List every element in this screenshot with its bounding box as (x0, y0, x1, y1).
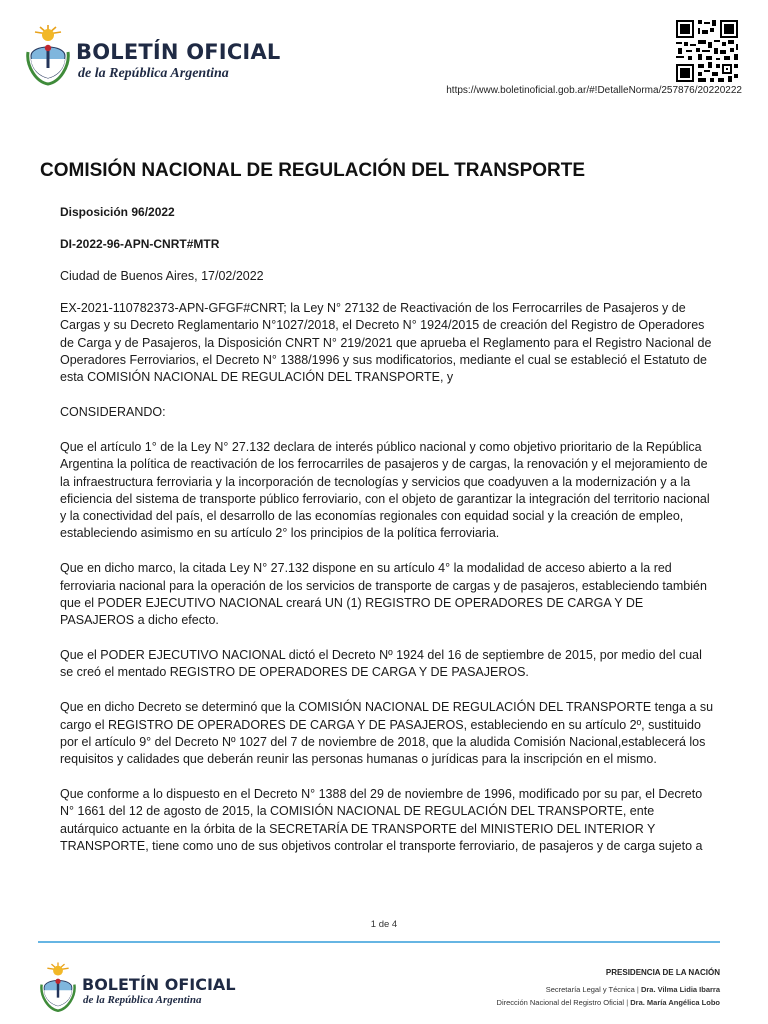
paragraph: Que el artículo 1° de la Ley N° 27.132 declara de interés público nacional y como objetivo prioritario de la República Argentina la política de reactivación de los ferrocarriles de pasajeros y de cargas, la renovación y el mejoramiento de la infraestructura ferroviaria y la incorporación de tecnologías y servicios que coadyuven a la modernización y a la eficiencia del sistema de transporte público ferroviario, con el objeto de garantizar la integración del territorio nacional y la conectividad del país, el desarrollo de las economías regionales con equidad social y la creación de empleo, estableciendo asimismo en su artículo 2° los principios de la política ferroviaria. (60, 439, 710, 541)
credit-separator: | (636, 985, 639, 994)
paragraph-considerando: CONSIDERANDO: (60, 405, 166, 420)
paragraph: EX-2021-110782373-APN-GFGF#CNRT; la Ley N° 27132 de Reactivación de los Ferrocarriles de Pasajeros y de Cargas y su Decreto Reglamentario N°1027/2018, el Decreto N° 1924/2015 de creación del Registro de Operadores de Carga y de Pasajeros, la Disposición CNRT N° 219/2021 que aprueba el Reglamento para el Registro Nacional de Operadores Ferroviarios, el Decreto N° 1388/1996 y sus modificatorios, mediante el cual se estableció el Estatuto de esta COMISIÓN NACIONAL DE REGULACIÓN DEL TRANSPORTE, y (60, 301, 712, 385)
presidency-label: PRESIDENCIA DE LA NACIÓN (605, 968, 720, 977)
credit-role: Secretaría Legal y Técnica (545, 985, 635, 994)
paragraph: Que conforme a lo dispuesto en el Decreto N° 1388 del 29 de noviembre de 1996, modificado por su par, el Decreto N° 1661 del 12 de agosto de 2015, la COMISIÓN NACIONAL DE REGULACIÓN DEL TRANSPORTE, ente autárquico actuante en la órbita de la SECRETARÍA DE TRANSPORTE del MINISTERIO DEL INTERIOR Y TRANSPORTE, tiene como uno de sus objetivos controlar el transporte ferroviario, de pasajeros y de carga sujeto a (60, 787, 703, 853)
credit-separator: | (626, 998, 629, 1007)
paragraph: Que el PODER EJECUTIVO NACIONAL dictó el Decreto Nº 1924 del 16 de septiembre de 2015, por medio del cual se creó el mentado REGISTRO DE OPERADORES DE CARGA Y DE PASAJEROS. (60, 648, 702, 680)
brand-subtitle: de la República Argentina (78, 66, 229, 81)
disposition-number: Disposición 96/2022 (60, 205, 175, 219)
credit-role: Dirección Nacional del Registro Oficial (496, 998, 625, 1007)
footer-brand-subtitle: de la República Argentina (83, 994, 202, 1006)
organization-title: COMISIÓN NACIONAL DE REGULACIÓN DEL TRANSPORTE (40, 160, 586, 181)
footer-brand-title: BOLETÍN OFICIAL (82, 975, 236, 994)
document-url-link[interactable]: https://www.boletinoficial.gob.ar/#!DetalleNorma/257876/20220222 (446, 85, 742, 96)
credit-name: Dra. Vilma Lidia Ibarra (640, 985, 720, 994)
brand-title: BOLETÍN OFICIAL (76, 40, 281, 64)
footer-credit-line-1 (546, 985, 720, 994)
city-date: Ciudad de Buenos Aires, 17/02/2022 (60, 269, 264, 283)
footer-credit-line-2 (497, 998, 720, 1007)
argentina-coat-of-arms-icon (40, 961, 76, 1013)
credit-name: Dra. María Angélica Lobo (630, 998, 720, 1007)
paragraph: Que en dicho Decreto se determinó que la COMISIÓN NACIONAL DE REGULACIÓN DEL TRANSPORTE tenga a su cargo el REGISTRO DE OPERADORES DE CARGA Y DE PASAJEROS, estableciendo en su artículo 2º, sustituido por el artículo 9° del Decreto Nº 1027 del 7 de noviembre de 2018, que la aludida Comisión Nacional,establecerá los requisitos y calidades que deberán reunir las personas humanas o jurídicas para la inscripción en el mismo. (60, 700, 714, 767)
argentina-coat-of-arms-icon (26, 24, 70, 86)
qr-code-icon (674, 18, 740, 84)
page-number: 1 de 4 (370, 919, 398, 930)
footer-divider (38, 941, 720, 943)
gde-number: DI-2022-96-APN-CNRT#MTR (60, 237, 220, 251)
paragraph: Que en dicho marco, la citada Ley N° 27.132 dispone en su artículo 4° la modalidad de acceso abierto a la red ferroviaria nacional para la operación de los servicios de transporte de cargas y de pasajeros, estableciendo también que el PODER EJECUTIVO NACIONAL creará UN (1) REGISTRO DE OPERADORES DE CARGA Y DE PASAJEROS a dicho efecto. (60, 561, 707, 628)
document-body (60, 300, 715, 873)
